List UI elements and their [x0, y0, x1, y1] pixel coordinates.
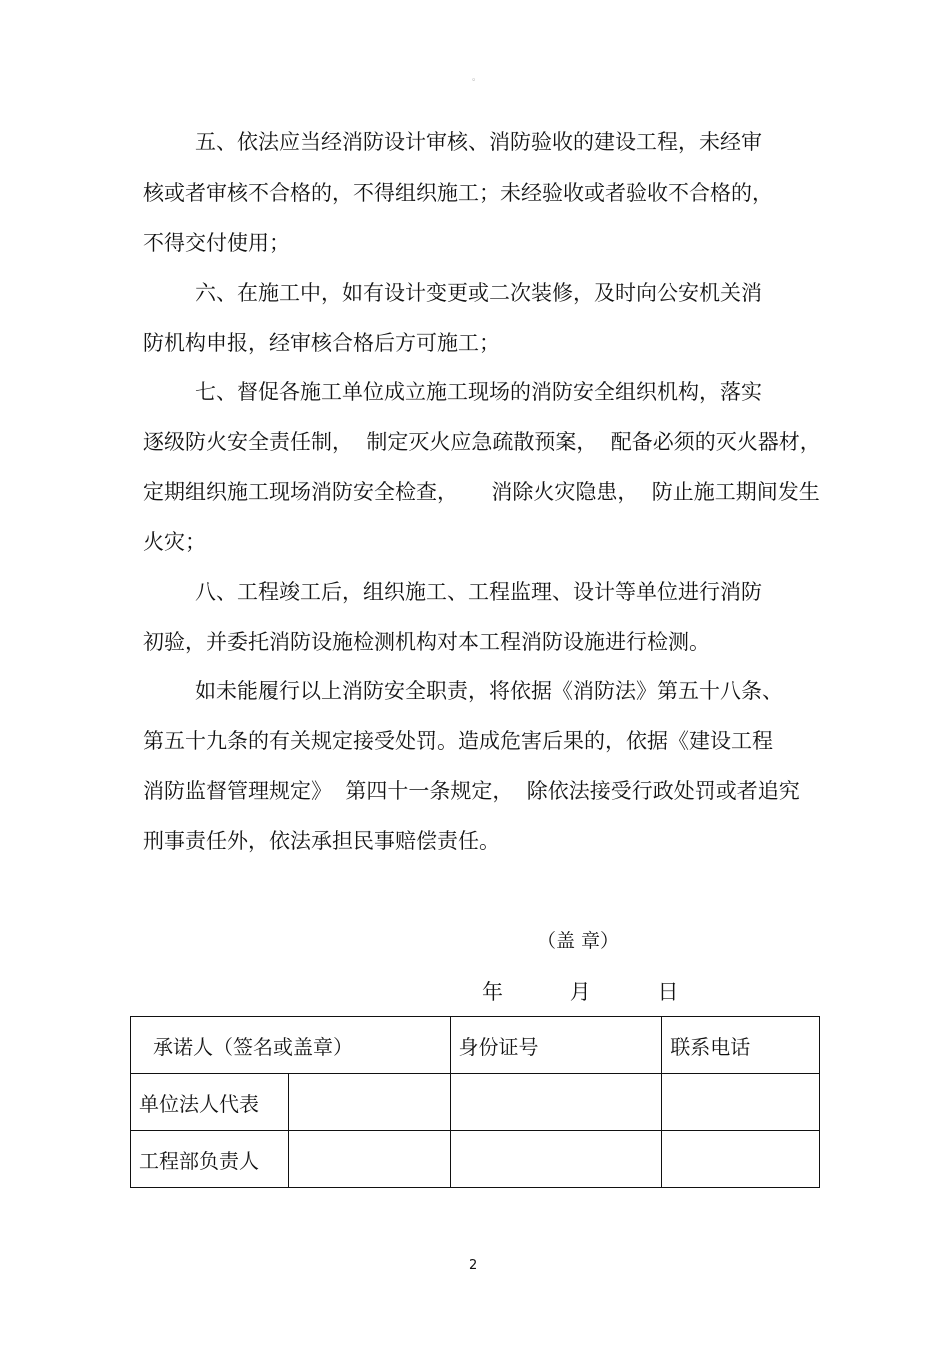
text-line: 六、在施工中，如有设计变更或二次装修，及时向公安机关消 — [195, 281, 762, 305]
text-line: 七、督促各施工单位成立施工现场的消防安全组织机构，落实 — [195, 380, 762, 404]
text-line: 第五十九条的有关规定接受处罚。造成危害后果的，依据《建设工程 — [143, 729, 773, 753]
text-line: 不得交付使用； — [143, 231, 290, 255]
signature-cell[interactable] — [288, 1074, 450, 1131]
text-line: 如未能履行以上消防安全职责，将依据《消防法》第五十八条、 — [195, 679, 783, 703]
signature-table — [130, 1016, 820, 1188]
phone-cell[interactable] — [662, 1074, 820, 1131]
id-number-cell[interactable] — [450, 1131, 662, 1188]
phone-cell[interactable] — [662, 1131, 820, 1188]
header-mark: 。 — [472, 73, 482, 83]
seal-label: （盖 章） — [537, 930, 620, 952]
date-line: 年 月 日 — [482, 980, 679, 1004]
text-line: 逐级防火安全责任制， 制定灭火应急疏散预案， 配备必须的灭火器材， — [143, 430, 821, 454]
text-line: 定期组织施工现场消防安全检查， 消除火灾隐患， 防止施工期间发生 — [143, 480, 820, 504]
table-header-row — [131, 1017, 820, 1074]
header-id-number: 身份证号 — [450, 1017, 662, 1074]
header-phone: 联系电话 — [662, 1017, 820, 1074]
table-row — [131, 1074, 820, 1131]
id-number-cell[interactable] — [450, 1074, 662, 1131]
text-line: 消防监督管理规定》 第四十一条规定， 除依法接受行政处罚或者追究 — [143, 779, 800, 803]
text-line: 五、依法应当经消防设计审核、消防验收的建设工程，未经审 — [195, 130, 762, 154]
row-role-label: 单位法人代表 — [131, 1074, 289, 1131]
text-line: 火灾； — [143, 530, 206, 554]
signature-cell[interactable] — [288, 1131, 450, 1188]
row-role-label: 工程部负责人 — [131, 1131, 289, 1188]
text-line: 初验，并委托消防设施检测机构对本工程消防设施进行检测。 — [143, 630, 710, 654]
text-line: 核或者审核不合格的，不得组织施工；未经验收或者验收不合格的， — [143, 181, 773, 205]
text-line: 刑事责任外，依法承担民事赔偿责任。 — [143, 829, 500, 853]
text-line: 八、工程竣工后，组织施工、工程监理、设计等单位进行消防 — [195, 580, 762, 604]
header-promisor: 承诺人（签名或盖章） — [131, 1017, 451, 1074]
page-number: 2 — [469, 1258, 478, 1273]
table-row — [131, 1131, 820, 1188]
text-line: 防机构申报，经审核合格后方可施工； — [143, 331, 500, 355]
